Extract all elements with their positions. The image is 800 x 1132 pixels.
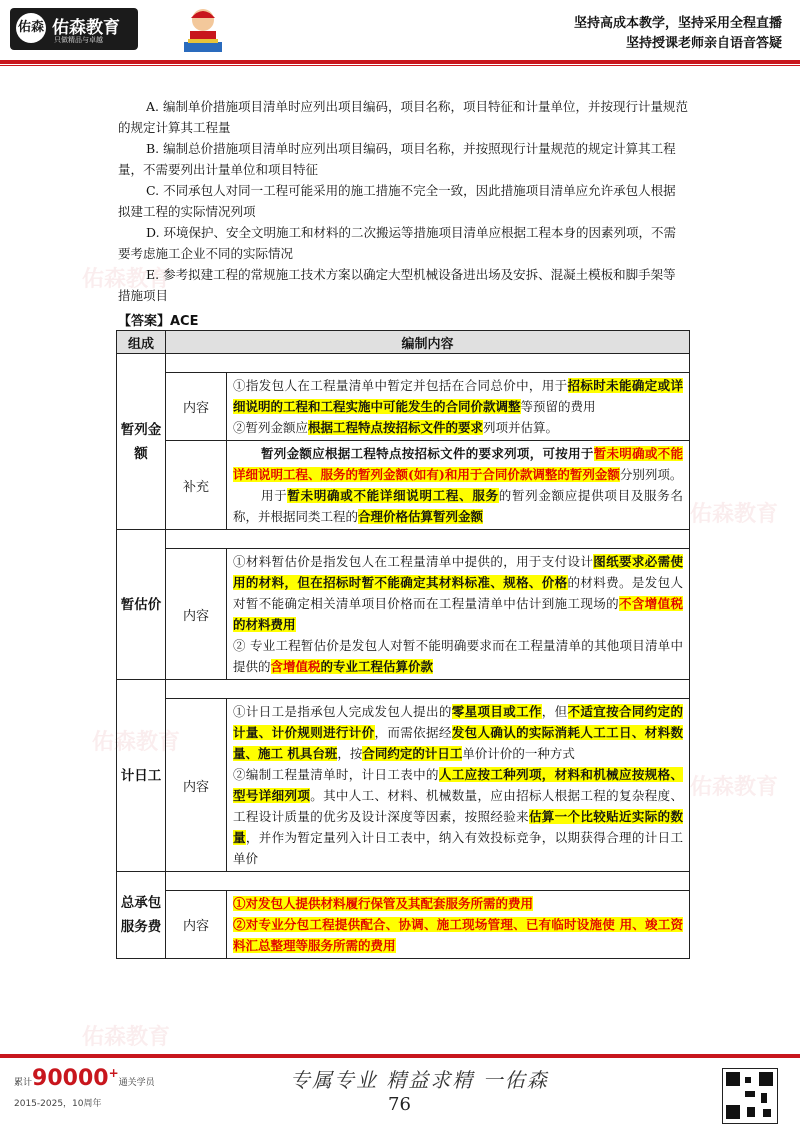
sub-label: 内容 [166,373,227,441]
text: 暂列金额应根据工程特点按招标文件的要求列项，可按用于 [261,446,594,461]
text: 分别列项。 [619,467,683,482]
text: 列项并估算。 [483,420,559,435]
table-row [117,530,690,549]
highlight: ②对专业分包工程提供配合、协调、施工现场管理、已有临时设施使 用、竣工资料汇总整理等服务所需的费用 [233,917,683,953]
watermark: 佑森教育 [82,1025,171,1050]
watermark: 佑森教育 [92,730,181,755]
content-cell [227,373,690,441]
content-cell [227,549,690,680]
highlight: 含增值税 [270,659,321,674]
question-options [118,96,688,306]
footer-divider [0,1054,800,1058]
spacer-cell [166,872,690,891]
spacer-cell [166,530,690,549]
stat-prefix: 累计 [14,1078,33,1088]
paragraph [233,701,683,764]
text: ②暂列金额应 [233,420,309,435]
paragraph [233,443,683,485]
table-row [117,373,690,441]
highlight: 零星项目或工作 [451,704,542,719]
paragraph [233,764,683,869]
slogan-line-2: 坚持授课老师亲自语音答疑 [625,36,782,51]
group-daywork [117,680,166,872]
content-cell [227,441,690,530]
text: ，并作为暂定量列入计日工表中，纳入有效投标竞争，以期获得合理的计日工单价 [233,830,683,866]
slogan-line-1: 坚持高成本教学，坚持采用全程直播 [573,16,782,31]
footer-motto: 专属专业 精益求精 一佑森 [290,1068,549,1092]
option-d: D. 环境保护、安全文明施工和材料的二次搬运等措施项目清单应根据工程本身的因素列项，不需要考虑施工企业不同的实际情况 [118,225,677,261]
option-a: A. 编制单价措施项目清单时应列出项目编码，项目名称，项目特征和计量单位，并按现行计量规范的规定计算其工程量 [118,99,688,135]
group-label: 总承包服务费 [120,895,162,935]
group-label: 计日工 [120,767,162,784]
paragraph [233,635,683,677]
header-content: 编制内容 [166,331,690,354]
table-row [117,680,690,699]
table-row [117,549,690,680]
group-label: 暂估价 [120,596,162,613]
paragraph [233,417,683,438]
content-cell [227,891,690,959]
mascot-icon [180,6,226,54]
text: ①材料暂估价是指发包人在工程量清单中提供的，用于支付设计 [233,554,594,569]
text: ，按 [337,746,363,761]
table-row [117,699,690,872]
paragraph [233,551,683,635]
logo-seal: 佑森 [16,13,46,43]
highlight: 暂未明确或不能详细说明工程、服务 [287,488,499,503]
watermark: 佑森教育 [690,502,779,527]
text: 用于 [261,488,288,503]
text: ，而需依据经 [374,725,452,740]
highlight: 招标时未能确定或详细说明的工程和工程实施中可能发生的合同价款调整 [233,378,683,414]
table-row [117,354,690,373]
stat-number: 90000 [32,1066,109,1091]
header-divider [0,60,800,64]
table-row [117,891,690,959]
option-e: E. 参考拟建工程的常规施工技术方案以确定大型机械设备进出场及安拆、混凝土模板和脚手架等措施项目 [118,267,676,303]
table-row [117,441,690,530]
header-group: 组成 [117,331,166,354]
highlight: 人工应按工种列项，材料和机械应按规格、型号详细列项 [233,767,683,803]
highlight: 暂未明确或不能详细说明工程、服务的暂列金额(如有)和用于合同价款调整的暂列金额 [233,446,683,482]
slogan [574,14,782,54]
table-header-row [117,331,690,354]
text: 的材料费。是发包人对暂不能确定相关清单项目价格而在工程量清单中估计到施工现场的 [233,575,683,611]
logo-subtitle: 只做精品与卓越 [54,36,103,44]
brand-logo [10,8,138,50]
highlight: 的专业工程估算价款 [320,659,434,674]
sub-label: 内容 [166,549,227,680]
highlight: 不含增值税 [619,596,683,611]
text: 。其中人工、材料、机械数量，应由招标人根据工程的复杂程度、工程设计质量的优劣及设计深度等因素，按照经验来 [233,788,683,824]
paragraph [233,914,683,956]
text: ②编制工程量清单时，计日工表中的 [233,767,439,782]
text: ② 专业工程暂估价是发包人对暂不能明确要求而在工程量清单的其他项目清单中提供的 [233,638,683,674]
paragraph [233,485,683,527]
years-text: 2015-2025，10周年 [14,1099,102,1109]
content-cell [227,699,690,872]
text: 等预留的费用 [520,399,596,414]
highlight: 发包人确认的实际消耗人工工日、材料数量、施工 机具台班 [233,725,683,761]
qr-code-icon [722,1068,778,1124]
page-number: 76 [388,1094,411,1115]
highlight: ①对发包人提供材料履行保管及其配套服务所需的费用 [233,896,534,911]
option-c: C. 不同承包人对同一工程可能采用的施工措施不完全一致，因此措施项目清单应允许承包人根据拟建工程的实际情况列项 [118,183,676,219]
highlight: 不适宜按合同约定的计量、计价规则进行计价 [233,704,683,740]
text: ①指发包人在工程量清单中暂定并包括在合同总价中，用于 [233,378,568,393]
answer-label: 【答案】ACE [118,314,199,329]
group-provisional-estimate [117,530,166,680]
page-header [0,0,800,62]
group-contractor-service-fee [117,872,166,959]
spacer-cell [166,354,690,373]
sub-label: 补充 [166,441,227,530]
sub-label: 内容 [166,699,227,872]
text: ，但 [541,704,568,719]
content-table [116,330,690,959]
highlight: 合同约定的计日工 [362,746,463,761]
logo-text: 佑森教育 [52,18,120,38]
highlight: 合理价格估算暂列金额 [358,509,484,524]
footer-stats [14,1066,155,1109]
sub-label: 内容 [166,891,227,959]
header-divider-thin [0,65,800,66]
spacer-cell [166,680,690,699]
group-label: 暂列金额 [120,421,162,462]
highlight: 根据工程特点按招标文件的要求 [308,420,484,435]
paragraph [233,893,683,914]
highlight: 的材料费用 [233,617,296,632]
watermark: 佑森教育 [690,775,779,800]
text: 的暂列金额应提供项目及服务名称，并根据同类工程的 [233,488,683,524]
watermark: 佑森教育 [82,267,171,292]
paragraph [233,375,683,417]
text: ①计日工是指承包人完成发包人提出的 [233,704,452,719]
option-b: B. 编制总价措施项目清单时应列出项目编码，项目名称，并按照现行计量规范的规定计算其工程量，不需要列出计量单位和项目特征 [118,141,676,177]
highlight: 图纸要求必需使用的材料，但在招标时暂不能确定其材料标准、规格、价格 [233,554,683,590]
highlight: 估算一个比较贴近实际的数量 [233,809,683,845]
text: 单价计价的一种方式 [462,746,575,761]
stat-plus: + [108,1066,119,1080]
table-row [117,872,690,891]
stat-suffix: 通关学员 [118,1078,155,1088]
group-provisional-sum [117,354,166,530]
